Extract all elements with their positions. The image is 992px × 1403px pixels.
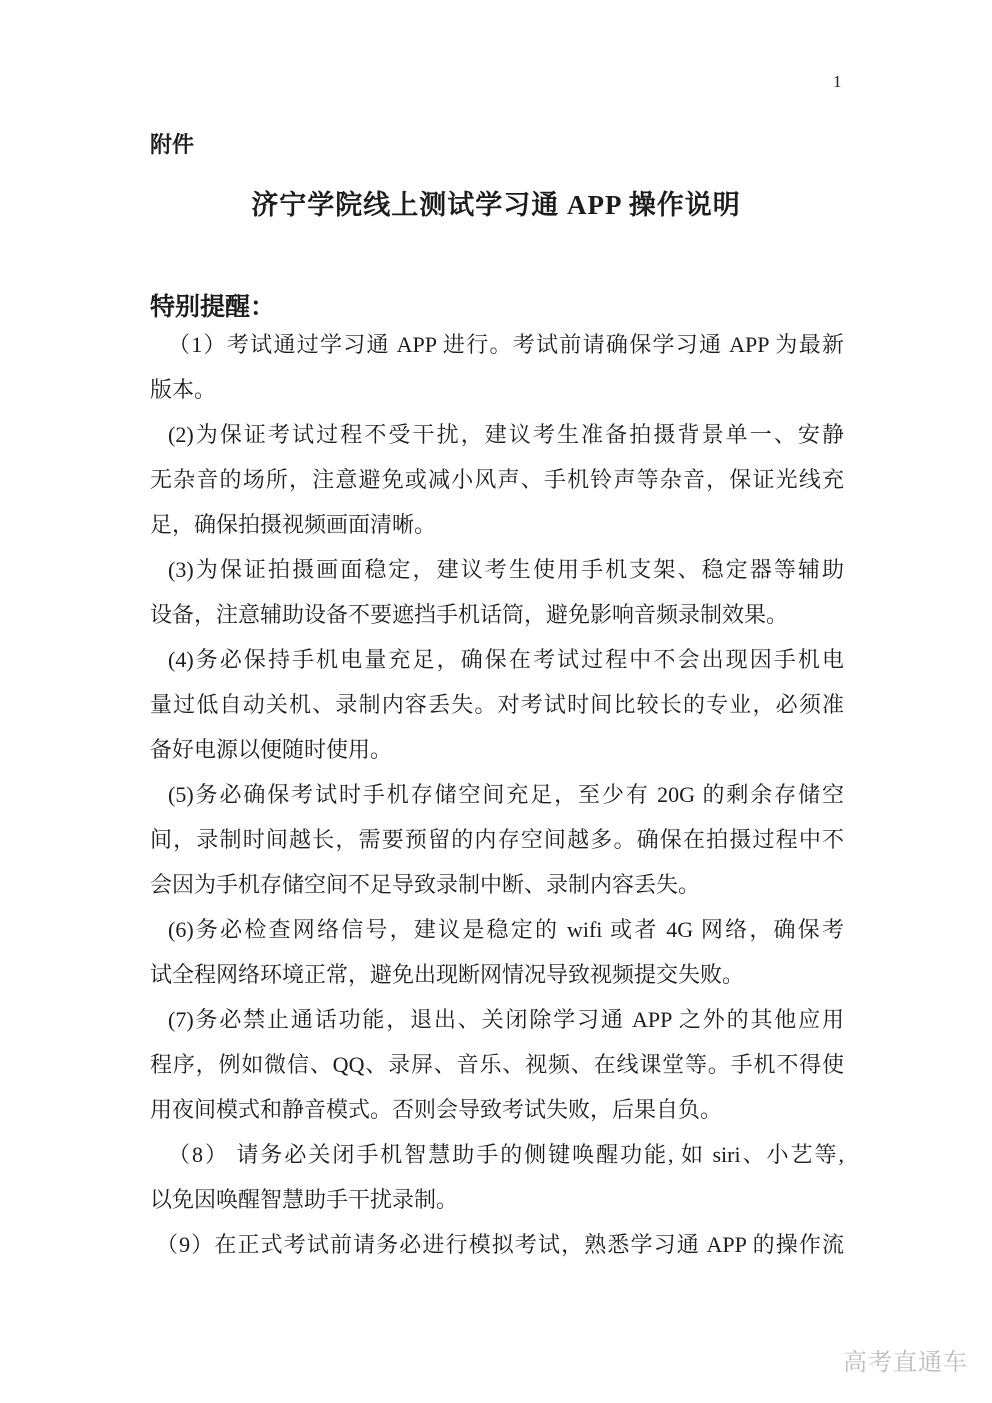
paragraph [150,637,844,772]
document-title: 济宁学院线上测试学习通 APP 操作说明 [251,190,741,220]
paragraph-line: 以免因唤醒智慧助手干扰录制。 [150,1187,459,1212]
paragraph-line: 试全程网络环境正常，避免出现断网情况导致视频提交失败。 [150,962,745,987]
page-number: 1 [833,72,842,91]
paragraph-line: (7)务必禁止通话功能，退出、关闭除学习通 APP 之外的其他应用 [168,1007,844,1032]
paragraph-line: (2)为保证考试过程不受干扰，建议考生准备拍摄背景单一、安静 [168,422,844,447]
paragraph [150,412,844,547]
paragraph-line: 程序，例如微信、QQ、录屏、音乐、视频、在线课堂等。手机不得使 [150,1052,844,1077]
paragraph [150,907,844,997]
paragraph-line: 设备，注意辅助设备不要遮挡手机话筒，避免影响音频录制效果。 [150,602,789,627]
paragraph [150,772,844,907]
paragraph-line: 量过低自动关机、录制内容丢失。对考试时间比较长的专业，必须准 [150,692,844,717]
paragraph-line: 间，录制时间越长，需要预留的内存空间越多。确保在拍摄过程中不 [150,827,844,852]
paragraph-line: (6)务必检查网络信号，建议是稳定的 wifi 或者 4G 网络，确保考 [168,917,844,942]
attachment-label: 附件 [150,132,195,157]
paragraph-line: 版本。 [150,377,217,402]
paragraph-line: (3)为保证拍摄画面稳定，建议考生使用手机支架、稳定器等辅助 [168,557,844,582]
section-heading: 特别提醒： [150,294,276,321]
paragraph-line: （9）在正式考试前请务必进行模拟考试，熟悉学习通 APP 的操作流 [156,1232,844,1257]
paragraph-line: 用夜间模式和静音模式。否则会导致考试失败，后果自负。 [150,1097,723,1122]
paragraph-line: 会因为手机存储空间不足导致录制中断、录制内容丢失。 [150,872,701,897]
paragraph [150,1222,844,1267]
paragraph-line: 无杂音的场所，注意避免或减小风声、手机铃声等杂音，保证光线充 [150,467,844,492]
paragraph-line: (4)务必保持手机电量充足，确保在考试过程中不会出现因手机电 [168,647,844,672]
paragraph [150,322,844,412]
paragraph-line: （8） 请务必关闭手机智慧助手的侧键唤醒功能, 如 siri、小艺等, [168,1142,844,1167]
paragraph [150,997,844,1132]
paragraph-line: 足，确保拍摄视频画面清晰。 [150,512,437,537]
paragraph-list [150,322,844,1267]
watermark: 高考直通车 [843,1350,968,1376]
paragraph-line: 备好电源以便随时使用。 [150,737,393,762]
paragraph-line: （1）考试通过学习通 APP 进行。考试前请确保学习通 APP 为最新 [168,332,844,357]
paragraph-line: (5)务必确保考试时手机存储空间充足，至少有 20G 的剩余存储空 [168,782,844,807]
paragraph [150,1132,844,1222]
paragraph [150,547,844,637]
